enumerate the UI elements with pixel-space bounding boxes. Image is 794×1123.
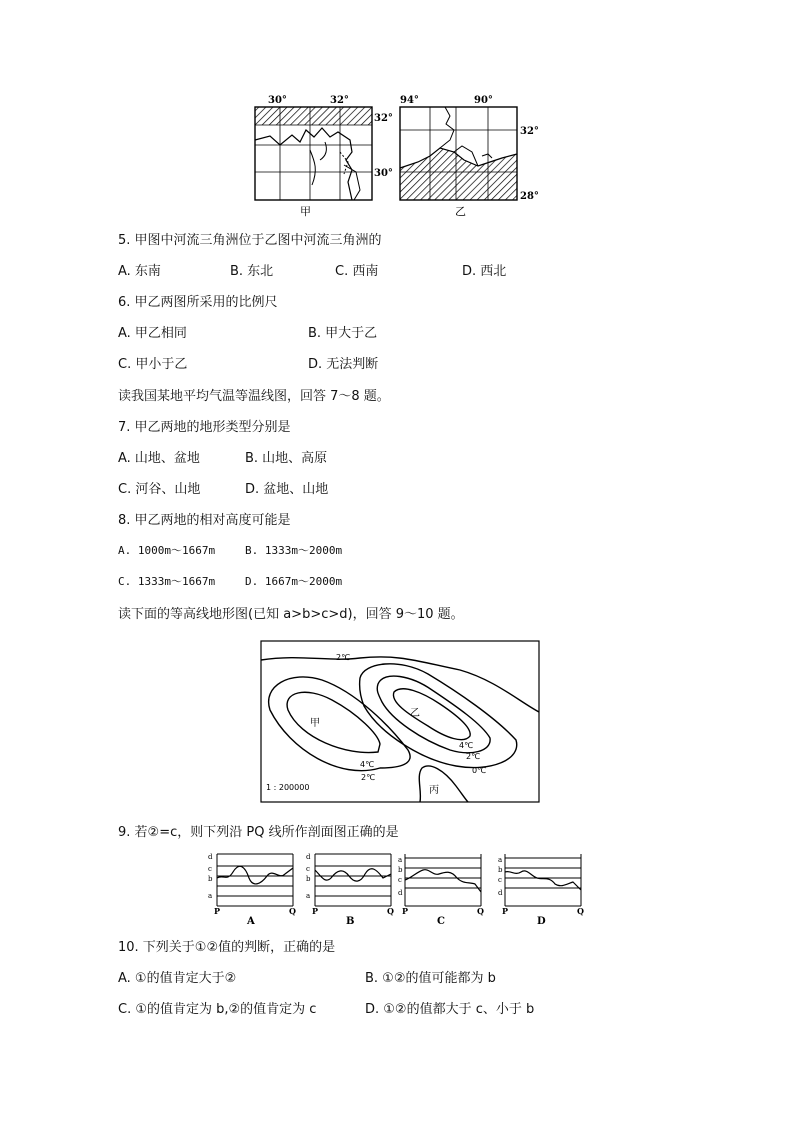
q10-option-a: A. ①的值肯定大于② [118, 971, 237, 986]
profile-d-level-2: b [498, 866, 503, 874]
q6-option-b: B. 甲大于乙 [308, 326, 378, 341]
isotherm-scale: 1 : 200000 [266, 783, 310, 792]
latitude-maps-figure [240, 90, 540, 220]
profile-b [315, 854, 391, 906]
profile-b-label: B [346, 916, 355, 927]
map-jia-lat1: 32° [374, 113, 393, 124]
profile-options [205, 848, 595, 928]
isotherm-label-yi-inner: 4℃ [459, 741, 474, 750]
profile-d-level-1: a [498, 856, 503, 864]
intro-q7-q8: 读我国某地平均气温等温线图，回答 7～8 题。 [118, 389, 390, 404]
q9-stem: 9. 若②=c，则下列沿 PQ 线所作剖面图正确的是 [118, 825, 399, 840]
isotherm-label-yi-mid: 2℃ [466, 752, 481, 761]
map-yi-lat2: 28° [520, 191, 539, 202]
profile-b-level-1: d [306, 853, 311, 861]
q7-option-c: C. 河谷、山地 [118, 482, 201, 497]
q6-option-c: C. 甲小于乙 [118, 357, 188, 372]
profile-c-level-4: d [398, 889, 403, 897]
q8-stem: 8. 甲乙两地的相对高度可能是 [118, 513, 291, 528]
q10-option-c: C. ①的值肯定为 b,②的值肯定为 c [118, 1002, 317, 1017]
map-yi [400, 107, 517, 200]
q7-option-a: A. 山地、盆地 [118, 451, 200, 466]
map-yi-caption: 乙 [455, 205, 466, 218]
q10-option-b: B. ①②的值可能都为 b [365, 971, 496, 986]
q8-option-d: D. 1667m～2000m [245, 575, 343, 588]
map-yi-lon2: 90° [474, 95, 493, 106]
isotherm-label-top: 2℃ [336, 653, 351, 662]
q8-option-a: A. 1000m～1667m [118, 544, 216, 557]
q5-option-d: D. 西北 [462, 264, 507, 279]
q7-option-d: D. 盆地、山地 [245, 482, 329, 497]
profile-d-q: Q [577, 906, 584, 916]
q7-option-b: B. 山地、高原 [245, 451, 328, 466]
map-jia-lat2: 30° [374, 168, 393, 179]
profile-d-p: P [502, 906, 509, 916]
q6-option-d: D. 无法判断 [308, 357, 379, 372]
q10-option-d: D. ①②的值都大于 c、小于 b [365, 1002, 535, 1017]
map-jia-caption: 甲 [300, 205, 311, 218]
map-jia-lon1: 30° [268, 95, 287, 106]
q5-option-a: A. 东南 [118, 264, 161, 279]
profile-a-label: A [247, 916, 255, 927]
profile-d-level-4: d [498, 889, 503, 897]
profile-c-label: C [437, 916, 445, 927]
isotherm-label-bing: 丙 [429, 785, 439, 796]
profile-d-label: D [537, 916, 546, 927]
intro-q9-q10: 读下面的等高线地形图(已知 a>b>c>d)，回答 9～10 题。 [118, 607, 464, 622]
profile-c [405, 854, 481, 906]
q5-option-c: C. 西南 [335, 264, 379, 279]
isotherm-label-jia-mid: 2℃ [361, 773, 376, 782]
profile-a-level-3: b [208, 875, 213, 883]
isotherm-label-yi: 乙 [410, 708, 420, 719]
profile-c-level-3: c [398, 876, 402, 884]
q6-option-a: A. 甲乙相同 [118, 326, 187, 341]
profile-b-level-2: c [306, 865, 310, 873]
map-jia [255, 107, 372, 200]
profile-c-q: Q [477, 906, 484, 916]
profile-d-level-3: c [498, 876, 502, 884]
profile-a-q: Q [289, 906, 296, 916]
profile-a-level-1: d [208, 853, 213, 861]
q5-option-b: B. 东北 [230, 264, 274, 279]
profile-a-level-4: a [208, 892, 213, 900]
q7-stem: 7. 甲乙两地的地形类型分别是 [118, 420, 291, 435]
profile-a-p: P [214, 906, 221, 916]
profile-b-level-4: a [306, 892, 311, 900]
profile-c-level-1: a [398, 856, 403, 864]
profile-b-q: Q [387, 906, 394, 916]
profile-b-level-3: b [306, 875, 311, 883]
isotherm-label-jia-inner: 4℃ [360, 760, 375, 769]
isotherm-label-yi-outer: 0℃ [472, 766, 487, 775]
profile-c-p: P [402, 906, 409, 916]
map-yi-lon1: 94° [400, 95, 419, 106]
profile-a [217, 854, 293, 906]
q6-stem: 6. 甲乙两图所采用的比例尺 [118, 295, 278, 310]
q8-option-b: B. 1333m～2000m [245, 544, 343, 557]
isotherm-map [260, 640, 540, 803]
q5-stem: 5. 甲图中河流三角洲位于乙图中河流三角洲的 [118, 233, 382, 248]
profile-a-level-2: c [208, 865, 212, 873]
map-jia-lon2: 32° [330, 95, 349, 106]
profile-c-level-2: b [398, 866, 403, 874]
profile-b-p: P [312, 906, 319, 916]
map-yi-lat1: 32° [520, 126, 539, 137]
q10-stem: 10. 下列关于①②值的判断，正确的是 [118, 940, 336, 955]
profile-d [505, 854, 581, 906]
q8-option-c: C. 1333m～1667m [118, 575, 216, 588]
isotherm-label-jia: 甲 [310, 718, 320, 729]
